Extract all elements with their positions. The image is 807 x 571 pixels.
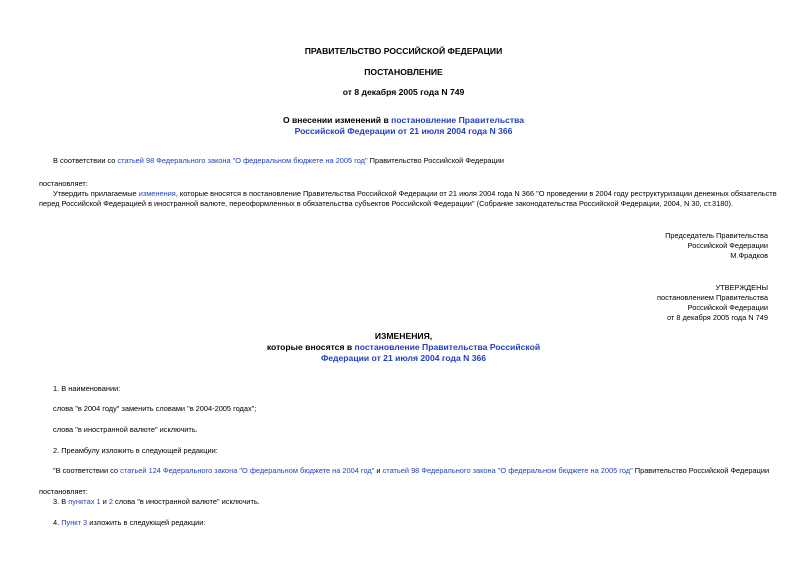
signature-line3: М.Фрадков [730, 251, 768, 260]
intro-paragraph [53, 156, 504, 166]
item-2-quote [53, 466, 769, 476]
changes-subheading-line2 [0, 353, 807, 364]
item4-suffix: изложить в следующей редакции: [87, 518, 206, 527]
signature-line1: Председатель Правительства [665, 231, 768, 240]
approved-line2: постановлением Правительства [657, 293, 768, 302]
item4-prefix: 4. [53, 518, 62, 527]
decree-paragraph-line2: перед Российской Федерацией в иностранной валюте, переоформленных в обязательства субъектов Российской Федерации" (Собрание законодательства Российской Федерации, 2004, N 30, ст.3180). [39, 199, 733, 208]
intro-prefix: В соответствии со [53, 156, 118, 165]
item2-suffix: Правительство Российской Федерации [632, 466, 770, 475]
item3-link-points-1[interactable]: пунктах 1 [68, 497, 101, 506]
changes-link-resolution-date[interactable]: Федерации от 21 июля 2004 года N 366 [320, 353, 487, 363]
document-date-number: от 8 декабря 2005 года N 749 [342, 87, 465, 97]
title-link-resolution-date[interactable]: Российской Федерации от 21 июля 2004 года N 366 [294, 126, 513, 136]
intro-link-article-98[interactable]: статьей 98 Федерального закона "О федеральном бюджете на 2005 год" [117, 156, 368, 165]
item-2-postanovlyaet: постановляет: [39, 487, 88, 496]
item2-link-article-98[interactable]: статьей 98 Федерального закона "О федеральном бюджете на 2005 год" [382, 466, 633, 475]
item-4 [53, 518, 206, 528]
decree-rest1: , которые вносятся в постановление Правительства Российской Федерации от 21 июля 2004 года N 366 "О проведении в 2004 году реструктуризации денежных обязательств [175, 189, 777, 198]
item-1a: слова "в 2004 году" заменить словами "в 2004-2005 годах"; [53, 404, 257, 413]
changes-prefix: которые вносятся в [266, 342, 355, 352]
item-1: 1. В наименовании: [53, 384, 121, 393]
approved-line1: УТВЕРЖДЕНЫ [715, 283, 768, 292]
decree-prefix: Утвердить прилагаемые [53, 189, 139, 198]
item2-link-article-124[interactable]: статьей 124 Федерального закона "О федеральном бюджете на 2004 год" [120, 466, 375, 475]
item-3 [53, 497, 260, 507]
title-link-resolution[interactable]: постановление Правительства [391, 115, 525, 125]
item3-prefix: 3. В [53, 497, 69, 506]
changes-subheading-line1 [0, 342, 807, 353]
item2-mid: и [374, 466, 383, 475]
signature-line2: Российской Федерации [687, 241, 768, 250]
item3-mid: и [100, 497, 109, 506]
approved-line3: Российской Федерации [687, 303, 768, 312]
intro-suffix: Правительство Российской Федерации [367, 156, 505, 165]
document-title-line2 [0, 126, 807, 137]
approved-line4: от 8 декабря 2005 года N 749 [667, 313, 768, 322]
title-prefix: О внесении изменений в [282, 115, 392, 125]
changes-link-resolution[interactable]: постановление Правительства Российской [354, 342, 541, 352]
changes-heading: ИЗМЕНЕНИЯ, [374, 331, 433, 341]
decree-paragraph-line1 [53, 189, 777, 199]
decree-link-changes[interactable]: изменения [138, 189, 176, 198]
document-type: ПОСТАНОВЛЕНИЕ [364, 67, 443, 77]
item-1b: слова "в иностранной валюте" исключить. [53, 425, 198, 434]
item3-suffix: слова "в иностранной валюте" исключить. [112, 497, 260, 506]
item3-link-point-2[interactable]: 2 [108, 497, 113, 506]
government-heading: ПРАВИТЕЛЬСТВО РОССИЙСКОЙ ФЕДЕРАЦИИ [304, 46, 503, 56]
decree-postanovlyaet: постановляет: [39, 179, 88, 188]
item4-link-point-3[interactable]: Пункт 3 [61, 518, 88, 527]
item2-prefix: "В соответствии со [53, 466, 121, 475]
item-2: 2. Преамбулу изложить в следующей редакции: [53, 446, 218, 455]
document-title-line1 [0, 115, 807, 126]
